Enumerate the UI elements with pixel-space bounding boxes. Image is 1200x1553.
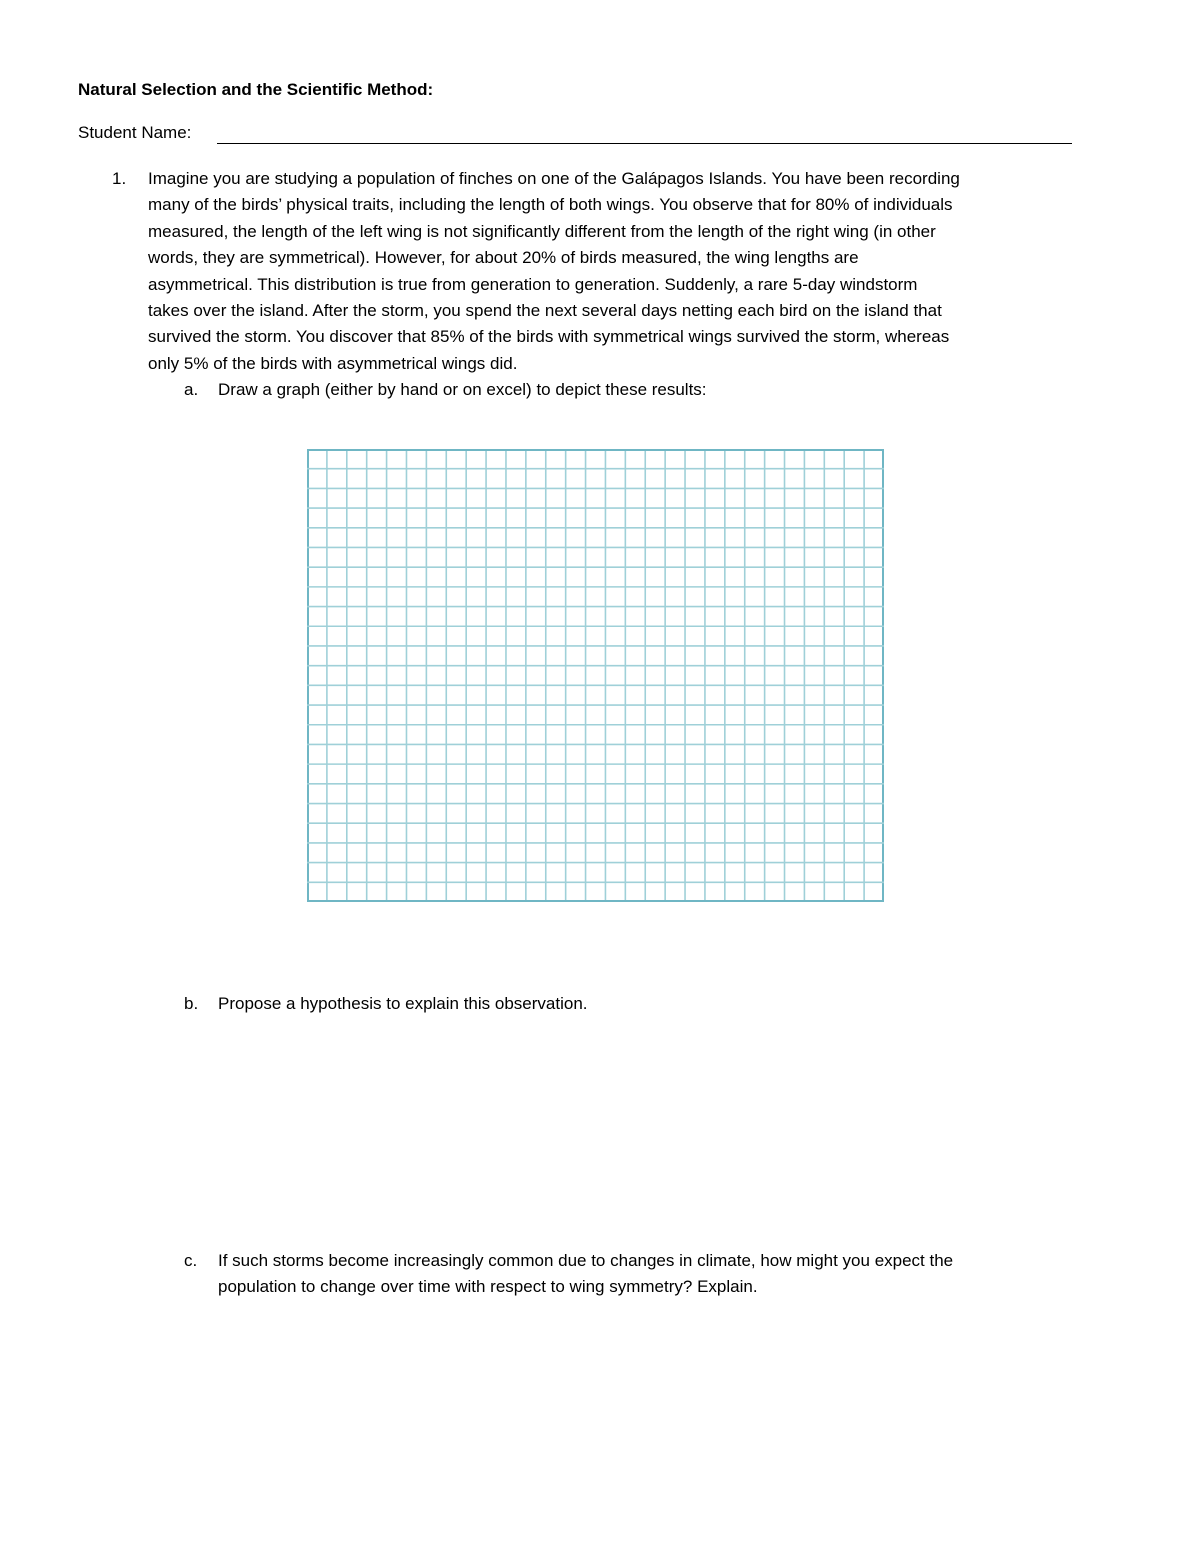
question-1-prompt [148,166,1093,377]
part-c-line: If such storms become increasingly common due to changes in climate, how might you expect the [218,1251,954,1270]
part-a-letter: a. [184,380,199,399]
question-1-line: only 5% of the birds with asymmetrical wings did. [148,353,518,373]
question-1-number: 1. [112,169,127,188]
question-1-line: survived the storm. You discover that 85% of the birds with symmetrical wings survived the storm, whereas [148,327,950,347]
part-b-prompt [218,991,1088,1017]
student-name-blank-line[interactable] [217,143,1072,144]
part-b-line: Propose a hypothesis to explain this observation. [218,994,588,1013]
question-1-line: Imagine you are studying a population of finches on one of the Galápagos Islands. You have been recording [148,169,960,188]
question-1-line: measured, the length of the left wing is not significantly different from the length of the right wing (in other [148,221,936,241]
student-name-label: Student Name: [78,123,192,142]
part-c-prompt [218,1248,1088,1300]
question-1-line: takes over the island. After the storm, you spend the next several days netting each bird on the island that [148,301,942,321]
question-1-line: many of the birds’ physical traits, including the length of both wings. You observe that for 80% of individuals [148,195,953,215]
graph-paper-grid[interactable] [307,449,884,902]
part-a-prompt [218,377,1088,403]
part-b-letter: b. [184,994,199,1013]
question-1-line: asymmetrical. This distribution is true from generation to generation. Suddenly, a rare 5-day windstorm [148,274,918,294]
page-title: Natural Selection and the Scientific Method: [78,80,434,99]
question-1-line: words, they are symmetrical). However, for about 20% of birds measured, the wing lengths are [148,248,859,268]
part-c-letter: c. [184,1251,198,1270]
part-c-line: population to change over time with respect to wing symmetry? Explain. [218,1277,758,1296]
part-a-line: Draw a graph (either by hand or on excel) to depict these results: [218,380,707,399]
